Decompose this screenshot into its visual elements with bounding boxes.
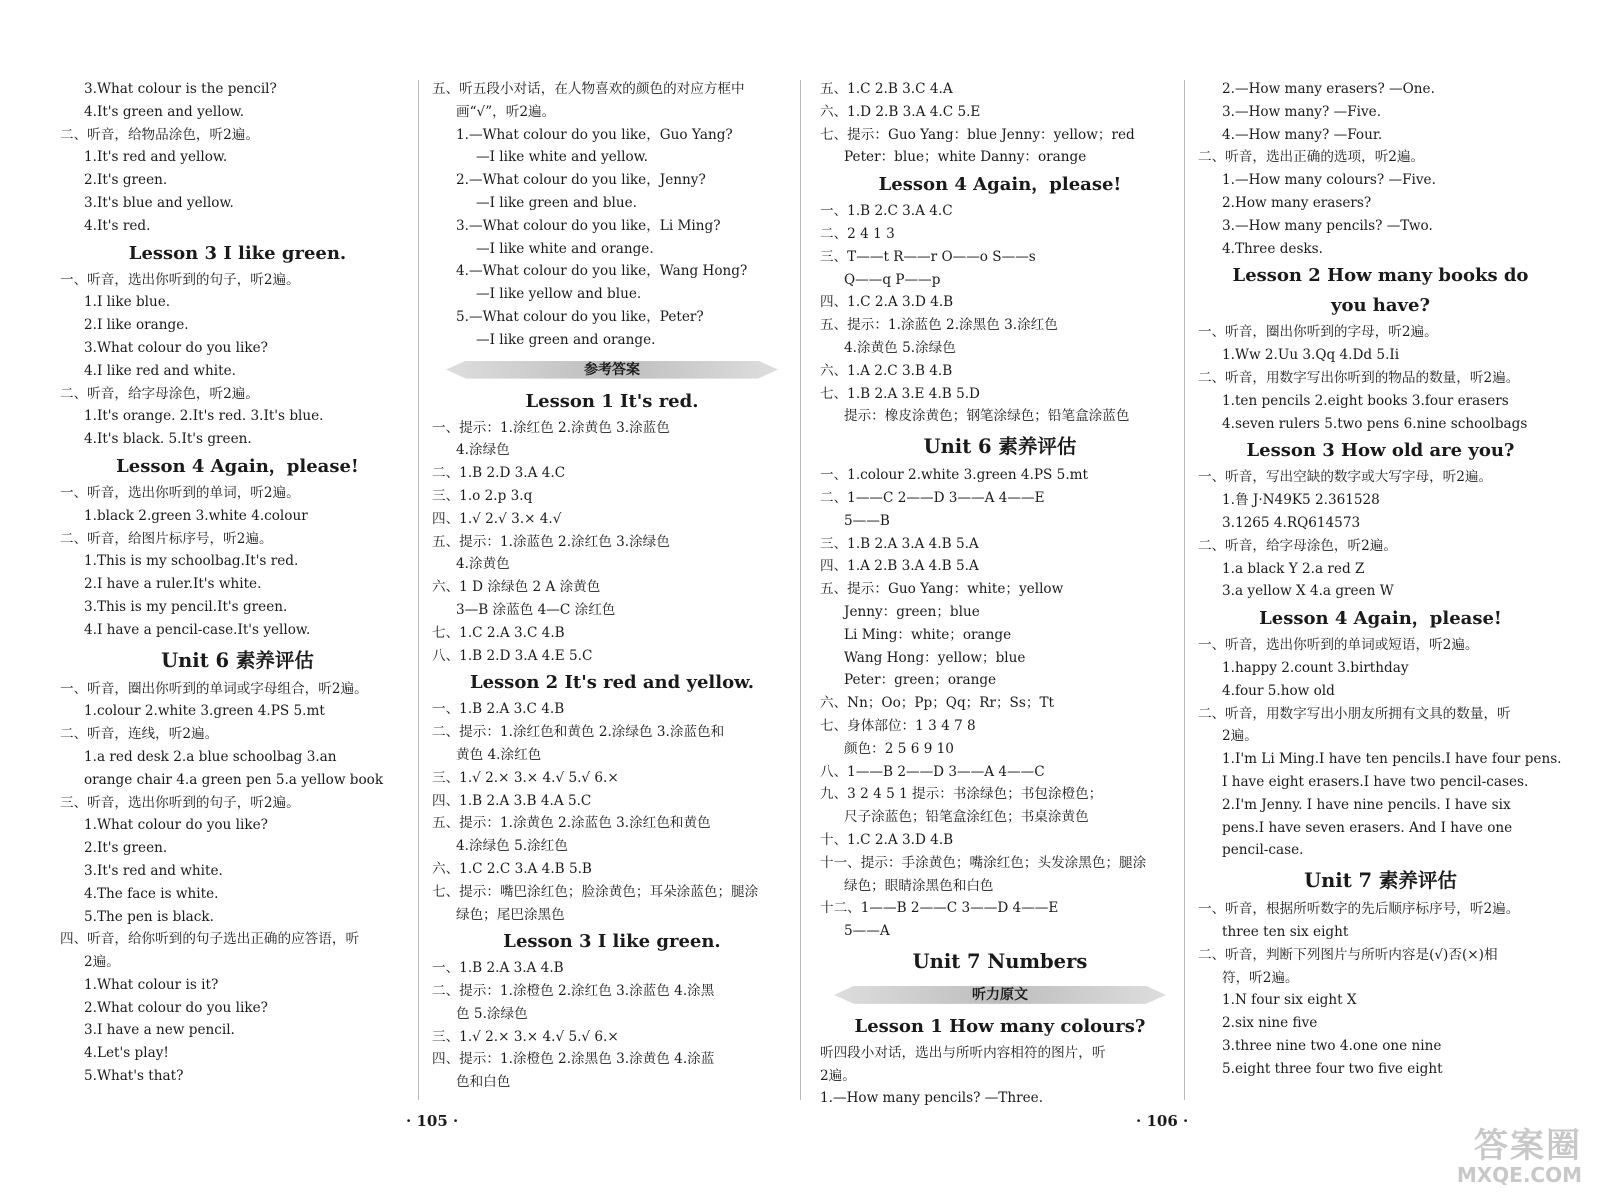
text-line: 5.The pen is black. — [84, 908, 214, 925]
text-line: 4.涂绿色 — [456, 442, 510, 459]
text-line: 4.—How many? —Four. — [1222, 126, 1383, 143]
text-line: 2.How many erasers? — [1222, 194, 1372, 211]
text-line: 1.I'm Li Ming.I have ten pencils.I have four pens. — [1222, 751, 1562, 768]
column-divider — [800, 80, 801, 1100]
text-line: 4.It's green and yellow. — [84, 103, 245, 120]
text-line: 2遍。 — [820, 1067, 856, 1084]
text-line: 4.I like red and white. — [84, 362, 236, 379]
section-banner — [820, 983, 1180, 1007]
text-line: orange chair 4.a green pen 5.a yellow book — [84, 771, 384, 788]
text-line: 1.black 2.green 3.white 4.colour — [84, 507, 308, 524]
text-line: 七、提示：Guo Yang：blue Jenny：yellow；red — [820, 126, 1135, 143]
text-line: pencil-case. — [1222, 842, 1304, 859]
text-line: 一、听音，选出你听到的单词，听2遍。 — [60, 484, 300, 501]
text-line: 2.It's green. — [84, 172, 168, 189]
text-line: 二、听音，给物品涂色，听2遍。 — [60, 126, 259, 143]
text-line: Q——q P——p — [844, 271, 941, 288]
page-number-left: · 105 · — [406, 1112, 459, 1130]
text-line: 4.four 5.how old — [1222, 682, 1335, 699]
text-line: 六、1.D 2.B 3.A 4.C 5.E — [820, 103, 981, 120]
text-line: 2遍。 — [1222, 728, 1258, 745]
text-line: 3.I have a new pencil. — [84, 1022, 235, 1039]
text-line: Jenny：green；blue — [844, 603, 980, 620]
text-line: 六、1 D 涂绿色 2 A 涂黄色 — [432, 579, 601, 596]
text-line: 1.Ww 2.Uu 3.Qq 4.Dd 5.Ii — [1222, 347, 1400, 364]
text-line: 四、1.C 2.A 3.D 4.B — [820, 294, 954, 311]
text-line: 3.This is my pencil.It's green. — [84, 598, 288, 615]
text-line: 四、1.A 2.B 3.A 4.B 5.A — [820, 558, 979, 575]
banner-title: 听力原文 — [972, 986, 1028, 1003]
section-banner — [432, 358, 792, 382]
text-line: three ten six eight — [1222, 923, 1349, 940]
text-line: 二、听音，判断下列图片与所听内容是(√)否(×)相 — [1198, 946, 1498, 963]
text-line: 1.colour 2.white 3.green 4.PS 5.mt — [84, 703, 325, 720]
column-divider — [418, 80, 419, 1100]
text-line: 符，听2遍。 — [1222, 969, 1299, 986]
text-line: 二、听音，用数字写出小朋友所拥有文具的数量，听 — [1198, 705, 1511, 722]
text-line: 1.—How many colours? —Five. — [1222, 172, 1436, 189]
text-line: 绿色；眼睛涂黑色和白色 — [844, 877, 994, 894]
banner-title: 参考答案 — [584, 361, 640, 378]
text-line: 1.What colour is it? — [84, 976, 219, 993]
text-line: 2.—What colour do you like，Jenny? — [456, 172, 706, 189]
text-line: pens.I have seven erasers. And I have one — [1222, 819, 1513, 836]
text-line: 4.I have a pencil-case.It's yellow. — [84, 621, 311, 638]
text-line: 一、1.B 2.A 3.A 4.B — [432, 960, 564, 977]
text-line: 2.six nine five — [1222, 1015, 1318, 1032]
text-line: —I like white and yellow. — [476, 149, 648, 166]
text-line: 二、1——C 2——D 3——A 4——E — [820, 489, 1045, 506]
watermark — [1457, 1128, 1582, 1186]
unit-heading: Unit 7 Numbers — [912, 949, 1088, 973]
text-line: 1.—How many pencils? —Three. — [820, 1090, 1044, 1107]
text-line: 3.What colour do you like? — [84, 339, 268, 356]
lesson-heading: Lesson 4 Again，please! — [1259, 608, 1502, 630]
text-line: 1.This is my schoolbag.It's red. — [84, 553, 299, 570]
text-line: 一、听音，根据所听数字的先后顺序标序号，听2遍。 — [1198, 901, 1520, 918]
lesson-heading: Lesson 1 How many colours? — [854, 1015, 1146, 1037]
text-line: 二、听音，用数字写出你听到的物品的数量，听2遍。 — [1198, 369, 1520, 386]
text-line: 七、1.C 2.A 3.C 4.B — [432, 624, 565, 641]
lesson-heading: Lesson 4 Again，please! — [878, 174, 1122, 196]
text-line: 4.seven rulers 5.two pens 6.nine schoolbags — [1222, 415, 1528, 432]
text-line: 二、提示：1.涂红色和黄色 2.涂绿色 3.涂蓝色和 — [432, 724, 725, 741]
text-line: 五、提示：1.涂蓝色 2.涂黑色 3.涂红色 — [820, 317, 1058, 334]
text-line: 3.three nine two 4.one one nine — [1222, 1037, 1442, 1054]
text-line: 2.It's green. — [84, 840, 168, 857]
text-line: 二、听音，给字母涂色，听2遍。 — [1198, 537, 1397, 554]
text-line: 1.ten pencils 2.eight books 3.four erasers — [1222, 392, 1509, 409]
text-line: —I like green and orange. — [476, 331, 656, 348]
text-line: 三、1.o 2.p 3.q — [432, 487, 533, 504]
text-line: 1.It's orange. 2.It's red. 3.It's blue. — [84, 408, 324, 425]
text-line: 4.The face is white. — [84, 885, 219, 902]
text-line: 1.I like blue. — [84, 294, 171, 311]
text-line: 五、1.C 2.B 3.C 4.A — [820, 81, 953, 97]
text-line: 提示：橡皮涂黄色；钢笔涂绿色；铅笔盒涂蓝色 — [844, 408, 1130, 425]
text-line: 1.It's red and yellow. — [84, 149, 228, 166]
text-line: 一、听音，选出你听到的单词或短语，听2遍。 — [1198, 637, 1479, 654]
text-line: 听四段小对话，选出与所听内容相符的图片，听 — [820, 1044, 1106, 1061]
text-line: 二、听音，选出正确的选项，听2遍。 — [1198, 149, 1425, 166]
text-line: 色 5.涂绿色 — [456, 1005, 528, 1022]
text-column-1 — [60, 78, 415, 1088]
text-line: 七、1.B 2.A 3.E 4.B 5.D — [820, 385, 980, 402]
text-line: 七、提示：嘴巴涂红色；脸涂黄色；耳朵涂蓝色；腿涂 — [432, 883, 759, 900]
text-line: 四、1.B 2.A 3.B 4.A 5.C — [432, 792, 592, 809]
text-line: 1.—What colour do you like，Guo Yang? — [456, 126, 733, 143]
text-line: 一、听音，圈出你听到的字母，听2遍。 — [1198, 324, 1438, 341]
unit-heading: Unit 6 素养评估 — [923, 435, 1077, 459]
text-line: 十二、1——B 2——C 3——D 4——E — [820, 900, 1059, 917]
text-line: 二、听音，连线，听2遍。 — [60, 726, 219, 743]
text-line: 3.—How many? —Five. — [1222, 103, 1382, 120]
text-line: 5.—What colour do you like，Peter? — [456, 308, 704, 325]
text-line: 八、1.B 2.D 3.A 4.E 5.C — [432, 647, 593, 664]
lesson-heading: Lesson 2 How many books do — [1232, 265, 1529, 287]
text-line: 四、听音，给你听到的句子选出正确的应答语，听 — [60, 931, 360, 948]
text-line: Peter：green；orange — [844, 672, 997, 689]
text-line: 3.—How many pencils? —Two. — [1222, 217, 1433, 234]
text-line: 九、3 2 4 5 1 提示：书涂绿色；书包涂橙色； — [820, 786, 1103, 803]
text-line: 3.—What colour do you like，Li Ming? — [456, 217, 721, 234]
text-line: Wang Hong：yellow；blue — [844, 649, 1026, 666]
unit-heading: Unit 6 素养评估 — [161, 648, 314, 672]
text-line: 1.a black Y 2.a red Z — [1222, 560, 1365, 577]
text-line: 三、1.B 2.A 3.A 4.B 5.A — [820, 535, 979, 552]
text-line: 二、1.B 2.D 3.A 4.C — [432, 465, 566, 482]
text-line: 八、1——B 2——D 3——A 4——C — [820, 763, 1045, 780]
watermark-logo-text: 答案圈 — [1474, 1126, 1582, 1166]
text-line: 尺子涂蓝色；铅笔盒涂红色；书桌涂黄色 — [844, 809, 1089, 826]
text-line: 二、听音，给字母涂色，听2遍。 — [60, 385, 259, 402]
text-line: 黄色 4.涂红色 — [456, 746, 542, 763]
text-line: 4.涂黄色 5.涂绿色 — [844, 339, 956, 356]
text-line: 2.I'm Jenny. I have nine pencils. I have six — [1222, 796, 1511, 813]
text-line: 五、听五段小对话，在人物喜欢的颜色的对应方框中 — [432, 81, 745, 97]
text-line: 三、听音，选出你听到的句子，听2遍。 — [60, 794, 300, 811]
text-line: 5——B — [844, 512, 890, 529]
text-line: —I like white and orange. — [476, 240, 654, 257]
text-line: 3—B 涂蓝色 4—C 涂红色 — [456, 601, 616, 618]
lesson-heading: Lesson 3 How old are you? — [1246, 440, 1515, 462]
text-line: 1.鲁 J·N49K5 2.361528 — [1222, 492, 1380, 509]
text-line: 5.eight three four two five eight — [1222, 1060, 1443, 1077]
text-line: 2.I have a ruler.It's white. — [84, 576, 262, 593]
text-line: 一、1.colour 2.white 3.green 4.PS 5.mt — [820, 467, 1089, 484]
text-line: 二、提示：1.涂橙色 2.涂红色 3.涂蓝色 4.涂黑 — [432, 983, 715, 1000]
text-line: 三、1.√ 2.× 3.× 4.√ 5.√ 6.× — [432, 769, 619, 786]
text-line: 五、提示：Guo Yang：white；yellow — [820, 581, 1064, 598]
watermark-url: MXQE.COM — [1456, 1163, 1582, 1187]
text-line: 五、提示：1.涂蓝色 2.涂红色 3.涂绿色 — [432, 533, 670, 550]
text-line: 2.What colour do you like? — [84, 999, 268, 1016]
text-line: I have eight erasers.I have two pencil-cases. — [1222, 773, 1529, 790]
text-line: 十、1.C 2.A 3.D 4.B — [820, 831, 954, 848]
text-line: 4.Let's play! — [84, 1045, 169, 1062]
text-line: 3.It's red and white. — [84, 862, 223, 879]
text-line: 2.I like orange. — [84, 317, 189, 334]
text-line: 四、提示：1.涂橙色 2.涂黑色 3.涂黄色 4.涂蓝 — [432, 1051, 715, 1068]
text-line: 一、听音，写出空缺的数字或大写字母，听2遍。 — [1198, 469, 1493, 486]
text-line: 二、听音，给图片标序号，听2遍。 — [60, 530, 273, 547]
text-line: 1.happy 2.count 3.birthday — [1222, 659, 1409, 676]
text-column-3 — [820, 78, 1180, 1110]
text-line: 5.What's that? — [84, 1068, 184, 1085]
text-line: 七、身体部位：1 3 4 7 8 — [820, 717, 976, 734]
text-line: 二、2 4 1 3 — [820, 225, 895, 242]
text-line: 一、提示：1.涂红色 2.涂黄色 3.涂蓝色 — [432, 419, 670, 436]
text-line: 一、听音，圈出你听到的单词或字母组合，听2遍。 — [60, 680, 368, 697]
text-line: 三、T——t R——r O——o S——s — [820, 248, 1036, 265]
text-line: 4.涂绿色 5.涂红色 — [456, 838, 568, 855]
text-line: 4.It's red. — [84, 217, 151, 234]
text-line: 六、1.A 2.C 3.B 4.B — [820, 362, 953, 379]
text-line: 2遍。 — [84, 954, 120, 971]
text-line: 颜色：2 5 6 9 10 — [844, 740, 954, 757]
text-line: 2.—How many erasers? —One. — [1222, 81, 1435, 97]
text-line: 一、1.B 2.A 3.C 4.B — [432, 701, 565, 718]
text-line: 三、1.√ 2.× 3.× 4.√ 5.√ 6.× — [432, 1028, 619, 1045]
text-line: 3.a yellow X 4.a green W — [1222, 583, 1394, 600]
text-line: 画“√”，听2遍。 — [456, 103, 556, 120]
text-line: 3.1265 4.RQ614573 — [1222, 514, 1361, 531]
lesson-heading: Lesson 1 It's red. — [525, 390, 699, 412]
text-line: 六、1.C 2.C 3.A 4.B 5.B — [432, 860, 592, 877]
text-line: 六、Nn；Oo；Pp；Qq；Rr；Ss；Tt — [820, 695, 1054, 712]
text-line: 四、1.√ 2.√ 3.× 4.√ — [432, 510, 562, 527]
text-line: 4.涂黄色 — [456, 556, 510, 573]
column-divider — [1184, 80, 1185, 1100]
unit-heading: Unit 7 素养评估 — [1304, 869, 1457, 893]
text-line: —I like yellow and blue. — [476, 286, 642, 303]
text-line: 4.It's black. 5.It's green. — [84, 431, 252, 448]
text-line: Peter：blue；white Danny：orange — [844, 149, 1087, 166]
text-line: 十一、提示：手涂黄色；嘴涂红色；头发涂黑色；腿涂 — [820, 854, 1147, 871]
text-column-4 — [1198, 78, 1563, 1080]
text-line: 3.It's blue and yellow. — [84, 194, 234, 211]
text-line: 1.What colour do you like? — [84, 817, 268, 834]
lesson-heading: you have? — [1330, 295, 1431, 317]
text-line: —I like green and blue. — [476, 194, 638, 211]
text-line: 五、提示：1.涂黄色 2.涂蓝色 3.涂红色和黄色 — [432, 815, 711, 832]
lesson-heading: Lesson 2 It's red and yellow. — [469, 672, 755, 694]
lesson-heading: Lesson 3 I like green. — [128, 242, 347, 264]
text-line: 1.N four six eight X — [1222, 992, 1357, 1009]
page-number-right: · 106 · — [1136, 1112, 1189, 1130]
text-line: 4.—What colour do you like，Wang Hong? — [456, 263, 748, 280]
text-line: 色和白色 — [456, 1074, 511, 1091]
text-line: 一、1.B 2.C 3.A 4.C — [820, 203, 953, 220]
lesson-heading: Lesson 4 Again，please! — [116, 455, 359, 477]
text-column-2 — [432, 78, 792, 1094]
text-line: 5——A — [844, 923, 890, 940]
lesson-heading: Lesson 3 I like green. — [503, 931, 721, 953]
text-line: 绿色；尾巴涂黑色 — [456, 906, 565, 923]
text-line: 4.Three desks. — [1222, 240, 1323, 257]
text-line: 3.What colour is the pencil? — [84, 81, 277, 97]
text-line: 一、听音，选出你听到的句子，听2遍。 — [60, 271, 300, 288]
text-line: 1.a red desk 2.a blue schoolbag 3.an — [84, 748, 337, 765]
text-line: Li Ming：white；orange — [844, 626, 1012, 643]
